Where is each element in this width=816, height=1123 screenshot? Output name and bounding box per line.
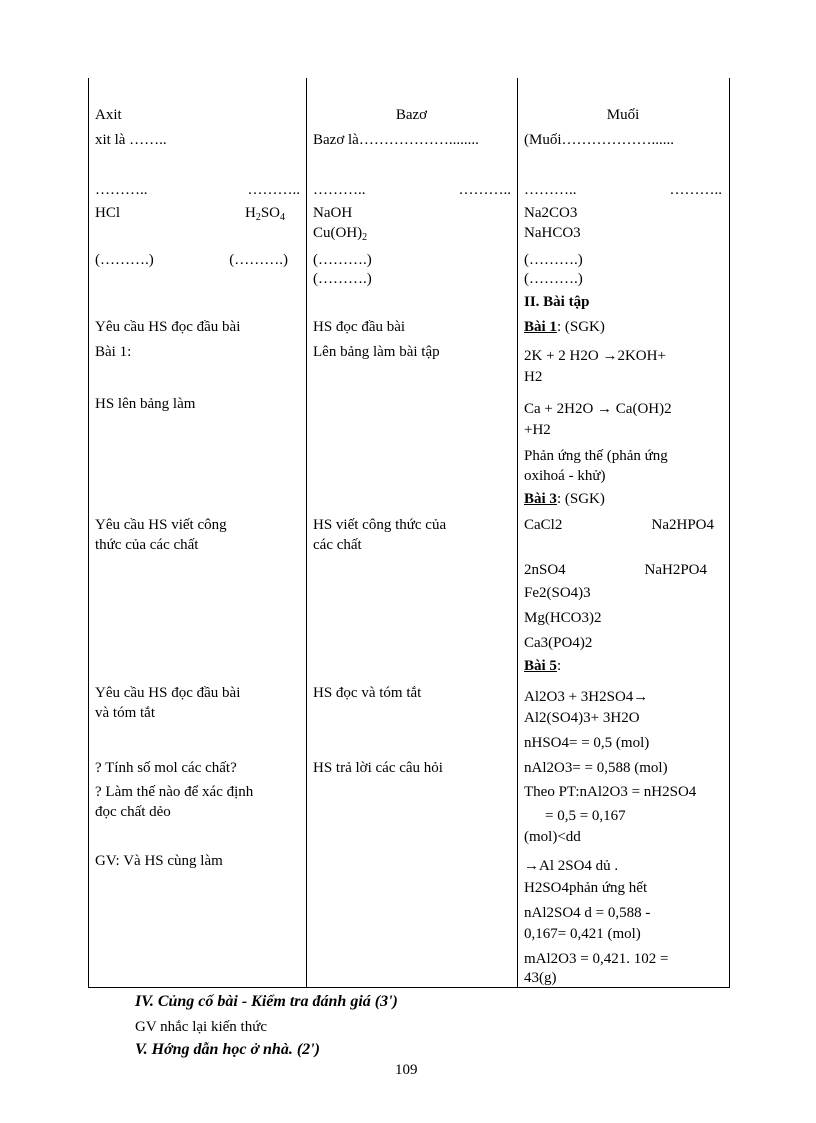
col1-question-mol: ? Tính số mol các chất? <box>95 760 237 776</box>
col2-paren-2: (……….) <box>313 271 372 287</box>
col1-question-how-l2: đọc chất dẻo <box>95 804 171 820</box>
col3-reaction-type-l2: oxihoá - khử) <box>524 468 606 484</box>
col3-bai1-heading: Bài 1: (SGK) <box>524 319 605 335</box>
col2-hs-board: Lên bảng làm bài tập <box>313 344 440 360</box>
table-bottom-border <box>88 987 730 988</box>
col1-request-summary-l2: và tóm tắt <box>95 705 155 721</box>
col3-section-exercises: II. Bài tập <box>524 294 590 310</box>
col3-formula-mghco32: Mg(HCO3)2 <box>524 610 602 626</box>
col3-eq5-l1: Al2O3 + 3H2SO4→ <box>524 689 649 705</box>
col3-n-h2so4: nHSO4= = 0,5 (mol) <box>524 735 650 751</box>
col3-paren-1: (……….) <box>524 252 583 268</box>
col2-example-cuoh2: $Cu(OH)_2$ <box>313 225 368 243</box>
table-right-border <box>729 78 730 988</box>
col3-dots-row <box>524 181 722 199</box>
col2-hs-formula-l1: HS viết công thức của <box>313 517 447 533</box>
section-v-heading: V. Hớng dẫn học ở nhà. (2') <box>135 1041 320 1058</box>
col1-definition: xit là …….. <box>95 132 167 148</box>
col1-examples-row <box>95 204 285 222</box>
section-iv-heading: IV. Củng cố bài - Kiểm tra đánh giá (3') <box>135 993 398 1010</box>
col1-bai1: Bài 1: <box>95 344 132 360</box>
col2-hs-read: HS đọc đầu bài <box>313 319 406 335</box>
col3-n-al2so4-l2: 0,167= 0,421 (mol) <box>524 926 641 942</box>
col3-header: Muối <box>606 107 640 123</box>
table-col-divider-2 <box>517 78 518 988</box>
col2-hs-summary: HS đọc và tóm tắt <box>313 685 422 701</box>
col1-header: Axit <box>95 107 122 123</box>
col2-hs-formula-l2: các chất <box>313 537 362 553</box>
col3-theo-pt: Theo PT:nAl2O3 = nH2SO4 <box>524 784 697 800</box>
col2-dots-row <box>313 181 511 199</box>
col3-mass-l2: 43(g) <box>524 970 557 986</box>
col1-dots-a: ……….. <box>95 182 148 198</box>
col3-bai5-heading: Bài 5: <box>524 658 562 674</box>
col1-paren-row <box>95 251 288 269</box>
gv-review-line: GV nhắc lại kiến thức <box>135 1019 267 1035</box>
col3-bai3-heading: Bài 3: (SGK) <box>524 491 605 507</box>
col2-paren-1: (……….) <box>313 252 372 268</box>
col3-paren-2: (……….) <box>524 271 583 287</box>
col1-gv-together: GV: Và HS cùng làm <box>95 853 223 869</box>
page-number: 109 <box>395 1062 418 1078</box>
col3-formula-nah2po4: NaH2PO4 <box>644 562 707 578</box>
col1-dots-row <box>95 181 300 199</box>
col3-example-nahco3: NaHCO3 <box>524 225 581 241</box>
col1-dots-b: ……….. <box>247 182 300 198</box>
col3-eq2-l1: Ca + 2H2O → Ca(OH)2 <box>524 401 672 417</box>
col3-eq1-l1: 2K + 2 H2O →2KOH+ <box>524 348 666 364</box>
col1-question-how-l1: ? Làm thế nào để xác định <box>95 784 254 800</box>
col2-dots-b: ……….. <box>458 182 511 198</box>
col3-mass-l1: mAl2O3 = 0,421. 102 = <box>524 951 669 967</box>
col3-dots-b: ……….. <box>669 182 722 198</box>
col1-example-h2so4: $H_2SO_4$ <box>244 205 285 223</box>
col1-request-read: Yêu cầu HS đọc đầu bài <box>95 319 241 335</box>
table-left-border <box>88 78 89 988</box>
col3-calc-l2: (mol)<dd <box>524 829 581 845</box>
col3-calc-l1: = 0,5 = 0,167 <box>545 808 626 824</box>
col1-request-summary-l1: Yêu cầu HS đọc đầu bài <box>95 685 241 701</box>
col1-hs-board: HS lên bảng làm <box>95 396 196 412</box>
col3-example-na2co3: Na2CO3 <box>524 205 578 221</box>
col3-conclusion-l2: H2SO4phản ứng hết <box>524 880 648 896</box>
col3-formula-ca3po42: Ca3(PO4)2 <box>524 635 593 651</box>
col1-paren-a: (……….) <box>95 252 154 268</box>
col3-dots-a: ……….. <box>524 182 577 198</box>
col3-formula-row-1 <box>524 516 714 534</box>
col1-example-hcl: HCl <box>95 205 121 221</box>
col3-n-al2o3: nAl2O3= = 0,588 (mol) <box>524 760 668 776</box>
col3-conclusion-l1: →Al 2SO4 dủ . <box>524 858 619 874</box>
col2-example-naoh: NaOH <box>313 205 353 221</box>
col3-formula-znso4: 2nSO4 <box>524 562 566 578</box>
col3-eq2-l2: +H2 <box>524 422 551 438</box>
col3-eq5-l2: Al2(SO4)3+ 3H2O <box>524 710 640 726</box>
col3-formula-row-2 <box>524 561 707 579</box>
col3-reaction-type-l1: Phản ứng thế (phản ứng <box>524 448 668 464</box>
col3-definition: (Muối………………...... <box>524 132 674 148</box>
col1-request-formula-l1: Yêu cầu HS viết công <box>95 517 227 533</box>
col3-n-al2so4-l1: nAl2SO4 d = 0,588 - <box>524 905 651 921</box>
col2-definition: Bazơ là………………........ <box>313 132 479 148</box>
col1-paren-b: (……….) <box>229 252 288 268</box>
col1-request-formula-l2: thức của các chất <box>95 537 199 553</box>
col2-header: Bazơ <box>395 107 428 123</box>
col3-eq1-l2: H2 <box>524 369 543 385</box>
table-col-divider-1 <box>306 78 307 988</box>
col2-hs-answer: HS trả lời các câu hỏi <box>313 760 443 776</box>
col3-formula-na2hpo4: Na2HPO4 <box>651 517 714 533</box>
col2-dots-a: ……….. <box>313 182 366 198</box>
col3-formula-cacl2: CaCl2 <box>524 517 563 533</box>
col3-formula-fe2so43: Fe2(SO4)3 <box>524 585 591 601</box>
